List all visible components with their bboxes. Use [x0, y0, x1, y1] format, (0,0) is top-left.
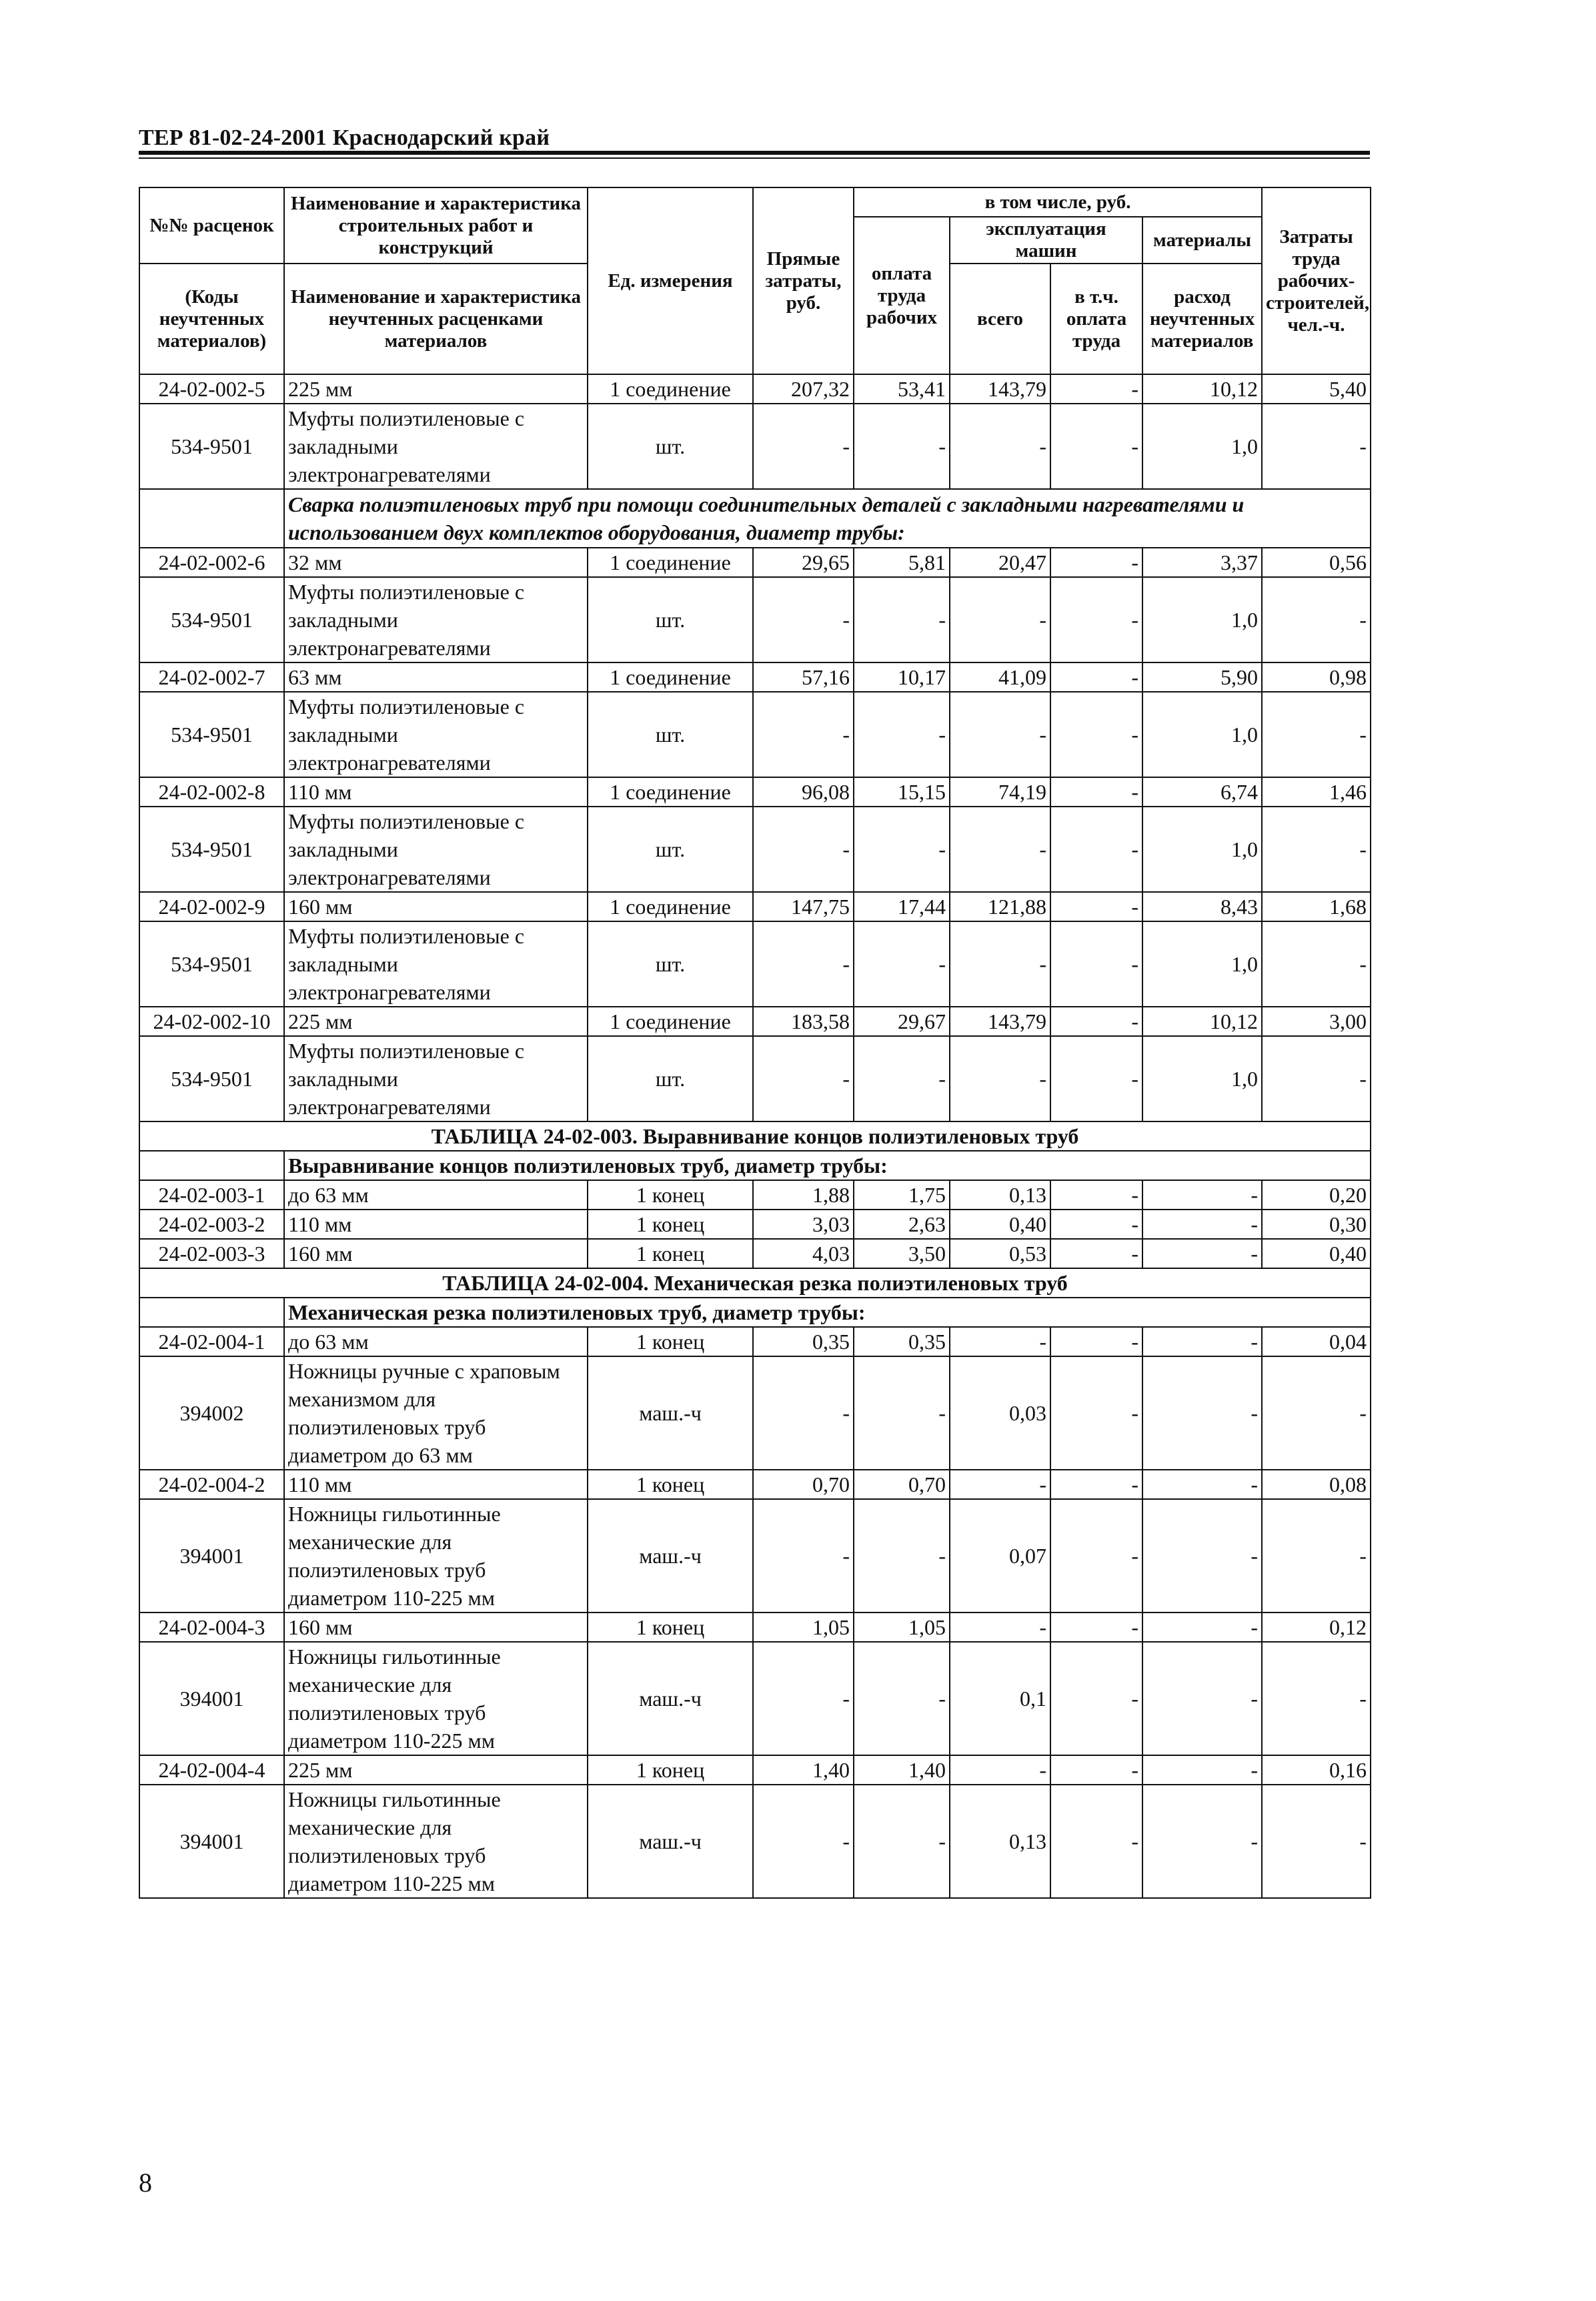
rate-machine-labor: -: [1050, 1210, 1142, 1239]
rate-direct: 0,35: [753, 1327, 854, 1356]
rate-row-short: [139, 1180, 1371, 1210]
material-machine-labor: -: [1050, 577, 1142, 662]
section-subtitle: Выравнивание концов полиэтиленовых труб, диаметр трубы:: [284, 1151, 1371, 1180]
material-labor-pay: -: [854, 404, 950, 489]
material-labor-pay: -: [854, 1499, 950, 1613]
rate-labor-pay: 10,17: [854, 662, 950, 692]
rate-labor: 3,00: [1262, 1007, 1371, 1036]
price-table: [139, 187, 1371, 1899]
rate-machine-labor: -: [1050, 777, 1142, 807]
material-unit: шт.: [588, 404, 753, 489]
rate-row: [139, 374, 1371, 404]
section-subtitle: Сварка полиэтиленовых труб при помощи соединительных деталей с закладными нагревателями и использованием двух комплектов оборудования, диаметр трубы:: [284, 489, 1371, 548]
col-materials-consumption: расход неучтенных материалов: [1142, 264, 1262, 374]
rate-machine-total: -: [950, 1755, 1050, 1785]
material-direct: -: [753, 404, 854, 489]
material-unit: шт.: [588, 807, 753, 892]
material-code: 534-9501: [139, 577, 284, 662]
material-row: [139, 921, 1371, 1007]
rate-machine-labor: -: [1050, 1007, 1142, 1036]
material-labor: -: [1262, 692, 1371, 777]
material-name: Муфты полиэтиленовые с закладными электронагревателями: [284, 921, 588, 1007]
material-labor: -: [1262, 921, 1371, 1007]
material-machine-labor: -: [1050, 1356, 1142, 1470]
rate-materials: -: [1142, 1239, 1262, 1268]
rate-machine-total: -: [950, 1470, 1050, 1499]
col-machine-total: всего: [950, 264, 1050, 374]
material-labor-pay: -: [854, 1642, 950, 1755]
material-labor-pay: -: [854, 577, 950, 662]
rate-name: 225 мм: [284, 1007, 588, 1036]
rate-unit: 1 соединение: [588, 374, 753, 404]
material-direct: -: [753, 692, 854, 777]
rate-machine-total: 74,19: [950, 777, 1050, 807]
material-unit: шт.: [588, 692, 753, 777]
rate-name: 32 мм: [284, 548, 588, 577]
rate-unit: 1 конец: [588, 1755, 753, 1785]
col-name-bottom: Наименование и характеристика неучтенных расценками материалов: [284, 264, 588, 374]
rate-direct: 1,05: [753, 1613, 854, 1642]
rate-code: 24-02-002-7: [139, 662, 284, 692]
rate-machine-labor: -: [1050, 1755, 1142, 1785]
table-title: ТАБЛИЦА 24-02-003. Выравнивание концов полиэтиленовых труб: [139, 1121, 1371, 1151]
rate-machine-labor: -: [1050, 1613, 1142, 1642]
rate-machine-total: 0,53: [950, 1239, 1050, 1268]
empty-code-cell: [139, 1298, 284, 1327]
material-machine-total: -: [950, 807, 1050, 892]
rate-code: 24-02-002-10: [139, 1007, 284, 1036]
rate-machine-total: 20,47: [950, 548, 1050, 577]
col-labor: Затраты труда рабочих-строителей, чел.-ч.: [1262, 187, 1371, 374]
rate-machine-labor: -: [1050, 1180, 1142, 1210]
rate-labor-pay: 29,67: [854, 1007, 950, 1036]
col-code-bottom: (Коды неучтенных материалов): [139, 264, 284, 374]
rate-name: 225 мм: [284, 374, 588, 404]
material-direct: -: [753, 1036, 854, 1121]
rate-labor: 0,04: [1262, 1327, 1371, 1356]
rate-labor-pay: 5,81: [854, 548, 950, 577]
rate-labor-pay: 0,70: [854, 1470, 950, 1499]
rate-machine-labor: -: [1050, 662, 1142, 692]
material-materials: 1,0: [1142, 577, 1262, 662]
rate-labor-pay: 1,05: [854, 1613, 950, 1642]
header-row-1: [139, 187, 1371, 217]
material-machine-labor: -: [1050, 1499, 1142, 1613]
col-unit: Ед. измерения: [588, 187, 753, 374]
col-including: в том числе, руб.: [854, 187, 1262, 217]
rate-labor-pay: 3,50: [854, 1239, 950, 1268]
rate-name: 160 мм: [284, 892, 588, 921]
material-materials: 1,0: [1142, 921, 1262, 1007]
rate-row: [139, 662, 1371, 692]
material-machine-total: 0,07: [950, 1499, 1050, 1613]
material-labor: -: [1262, 807, 1371, 892]
rate-direct: 3,03: [753, 1210, 854, 1239]
material-labor: -: [1262, 577, 1371, 662]
rate-row: [139, 1470, 1371, 1499]
header-rule-thin: [139, 157, 1370, 159]
material-unit: шт.: [588, 577, 753, 662]
rate-code: 24-02-002-8: [139, 777, 284, 807]
material-code: 534-9501: [139, 692, 284, 777]
col-direct: Прямые затраты, руб.: [753, 187, 854, 374]
rate-materials: 10,12: [1142, 1007, 1262, 1036]
rate-direct: 1,88: [753, 1180, 854, 1210]
material-direct: -: [753, 577, 854, 662]
rate-machine-labor: -: [1050, 1470, 1142, 1499]
material-machine-total: -: [950, 1036, 1050, 1121]
rate-labor: 0,20: [1262, 1180, 1371, 1210]
rate-direct: 207,32: [753, 374, 854, 404]
material-materials: 1,0: [1142, 807, 1262, 892]
material-direct: -: [753, 1785, 854, 1898]
material-row: [139, 1356, 1371, 1470]
rate-row: [139, 777, 1371, 807]
col-machine-labor: в т.ч. оплата труда: [1050, 264, 1142, 374]
rate-code: 24-02-004-1: [139, 1327, 284, 1356]
rate-labor: 0,56: [1262, 548, 1371, 577]
material-name: Муфты полиэтиленовые с закладными электронагревателями: [284, 692, 588, 777]
rate-labor: 0,98: [1262, 662, 1371, 692]
rate-labor: 0,12: [1262, 1613, 1371, 1642]
rate-name: 225 мм: [284, 1755, 588, 1785]
rate-machine-total: 0,40: [950, 1210, 1050, 1239]
rate-machine-total: 121,88: [950, 892, 1050, 921]
rate-direct: 4,03: [753, 1239, 854, 1268]
col-materials: материалы: [1142, 217, 1262, 264]
material-name: Муфты полиэтиленовые с закладными электронагревателями: [284, 807, 588, 892]
rate-row: [139, 1755, 1371, 1785]
rate-machine-labor: -: [1050, 374, 1142, 404]
section-subtitle-row: [139, 1151, 1371, 1180]
rate-name: 63 мм: [284, 662, 588, 692]
material-machine-total: -: [950, 921, 1050, 1007]
material-materials: -: [1142, 1356, 1262, 1470]
table-title-row: [139, 1121, 1371, 1151]
rate-unit: 1 соединение: [588, 548, 753, 577]
material-row: [139, 404, 1371, 489]
rate-machine-total: -: [950, 1327, 1050, 1356]
material-machine-total: -: [950, 577, 1050, 662]
material-unit: маш.-ч: [588, 1356, 753, 1470]
material-labor: -: [1262, 404, 1371, 489]
material-materials: -: [1142, 1785, 1262, 1898]
rate-code: 24-02-004-2: [139, 1470, 284, 1499]
rate-labor: 1,68: [1262, 892, 1371, 921]
section-subtitle: Механическая резка полиэтиленовых труб, диаметр трубы:: [284, 1298, 1371, 1327]
material-machine-total: 0,13: [950, 1785, 1050, 1898]
rate-code: 24-02-004-3: [139, 1613, 284, 1642]
rate-machine-total: 143,79: [950, 374, 1050, 404]
material-materials: 1,0: [1142, 404, 1262, 489]
material-code: 534-9501: [139, 921, 284, 1007]
material-machine-labor: -: [1050, 807, 1142, 892]
material-unit: маш.-ч: [588, 1642, 753, 1755]
material-materials: 1,0: [1142, 692, 1262, 777]
material-machine-labor: -: [1050, 692, 1142, 777]
rate-labor-pay: 15,15: [854, 777, 950, 807]
rate-row-short: [139, 1210, 1371, 1239]
rate-direct: 1,40: [753, 1755, 854, 1785]
material-machine-labor: -: [1050, 1036, 1142, 1121]
material-labor: -: [1262, 1785, 1371, 1898]
header-rule: [139, 151, 1370, 155]
rate-code: 24-02-004-4: [139, 1755, 284, 1785]
material-labor-pay: -: [854, 692, 950, 777]
material-row: [139, 692, 1371, 777]
rate-name: 160 мм: [284, 1613, 588, 1642]
rate-unit: 1 конец: [588, 1470, 753, 1499]
table-title-row: [139, 1268, 1371, 1298]
rate-direct: 29,65: [753, 548, 854, 577]
table-title: ТАБЛИЦА 24-02-004. Механическая резка полиэтиленовых труб: [139, 1268, 1371, 1298]
material-materials: 1,0: [1142, 1036, 1262, 1121]
rate-labor: 0,40: [1262, 1239, 1371, 1268]
rate-labor-pay: 1,75: [854, 1180, 950, 1210]
material-labor-pay: -: [854, 1356, 950, 1470]
material-row: [139, 1785, 1371, 1898]
material-materials: -: [1142, 1499, 1262, 1613]
rate-unit: 1 соединение: [588, 892, 753, 921]
rate-unit: 1 соединение: [588, 777, 753, 807]
empty-code-cell: [139, 1151, 284, 1180]
rate-unit: 1 соединение: [588, 1007, 753, 1036]
material-machine-total: -: [950, 404, 1050, 489]
rate-materials: -: [1142, 1210, 1262, 1239]
rate-labor-pay: 17,44: [854, 892, 950, 921]
rate-materials: 8,43: [1142, 892, 1262, 921]
rate-name: до 63 мм: [284, 1180, 588, 1210]
rate-code: 24-02-002-6: [139, 548, 284, 577]
rate-code: 24-02-003-3: [139, 1239, 284, 1268]
material-unit: маш.-ч: [588, 1499, 753, 1613]
rate-row: [139, 1007, 1371, 1036]
rate-row: [139, 548, 1371, 577]
rate-machine-labor: -: [1050, 1239, 1142, 1268]
material-row: [139, 1642, 1371, 1755]
rate-unit: 1 конец: [588, 1327, 753, 1356]
rate-name: до 63 мм: [284, 1327, 588, 1356]
section-subtitle-row: [139, 489, 1371, 548]
material-labor-pay: -: [854, 807, 950, 892]
col-name-top: Наименование и характеристика строительных работ и конструкций: [284, 187, 588, 264]
rate-materials: 5,90: [1142, 662, 1262, 692]
rate-labor: 0,16: [1262, 1755, 1371, 1785]
material-direct: -: [753, 807, 854, 892]
rate-labor-pay: 53,41: [854, 374, 950, 404]
rate-direct: 147,75: [753, 892, 854, 921]
rate-machine-total: 41,09: [950, 662, 1050, 692]
rate-labor: 5,40: [1262, 374, 1371, 404]
material-direct: -: [753, 1499, 854, 1613]
rate-materials: -: [1142, 1755, 1262, 1785]
rate-materials: 10,12: [1142, 374, 1262, 404]
material-labor-pay: -: [854, 921, 950, 1007]
rate-direct: 57,16: [753, 662, 854, 692]
rate-materials: -: [1142, 1613, 1262, 1642]
rate-machine-total: 143,79: [950, 1007, 1050, 1036]
rate-unit: 1 конец: [588, 1210, 753, 1239]
rate-name: 110 мм: [284, 1210, 588, 1239]
material-name: Муфты полиэтиленовые с закладными электронагревателями: [284, 404, 588, 489]
rate-machine-labor: -: [1050, 548, 1142, 577]
rate-machine-total: -: [950, 1613, 1050, 1642]
rate-row: [139, 892, 1371, 921]
rate-name: 110 мм: [284, 777, 588, 807]
material-name: Муфты полиэтиленовые с закладными электронагревателями: [284, 577, 588, 662]
empty-code-cell: [139, 489, 284, 548]
rate-row: [139, 1327, 1371, 1356]
material-labor: -: [1262, 1036, 1371, 1121]
col-machine: эксплуатация машин: [950, 217, 1142, 264]
material-name: Ножницы гильотинные механические для полиэтиленовых труб диаметром 110-225 мм: [284, 1499, 588, 1613]
rate-direct: 0,70: [753, 1470, 854, 1499]
rate-code: 24-02-002-9: [139, 892, 284, 921]
material-machine-total: 0,03: [950, 1356, 1050, 1470]
rate-labor: 0,08: [1262, 1470, 1371, 1499]
rate-unit: 1 соединение: [588, 662, 753, 692]
material-machine-total: -: [950, 692, 1050, 777]
material-unit: маш.-ч: [588, 1785, 753, 1898]
rate-labor-pay: 1,40: [854, 1755, 950, 1785]
page-number: 8: [139, 2168, 152, 2198]
rate-code: 24-02-003-2: [139, 1210, 284, 1239]
material-name: Ножницы гильотинные механические для полиэтиленовых труб диаметром 110-225 мм: [284, 1785, 588, 1898]
rate-labor: 0,30: [1262, 1210, 1371, 1239]
material-code: 394001: [139, 1785, 284, 1898]
material-machine-total: 0,1: [950, 1642, 1050, 1755]
rate-materials: 6,74: [1142, 777, 1262, 807]
material-labor: -: [1262, 1499, 1371, 1613]
material-code: 534-9501: [139, 404, 284, 489]
rate-unit: 1 конец: [588, 1613, 753, 1642]
section-subtitle-row: [139, 1298, 1371, 1327]
material-direct: -: [753, 1356, 854, 1470]
material-direct: -: [753, 1642, 854, 1755]
rate-materials: -: [1142, 1327, 1262, 1356]
material-code: 394001: [139, 1499, 284, 1613]
material-name: Муфты полиэтиленовые с закладными электронагревателями: [284, 1036, 588, 1121]
material-machine-labor: -: [1050, 1642, 1142, 1755]
rate-labor-pay: 0,35: [854, 1327, 950, 1356]
col-code-top: №№ расценок: [139, 187, 284, 264]
rate-row: [139, 1613, 1371, 1642]
material-code: 394002: [139, 1356, 284, 1470]
material-direct: -: [753, 921, 854, 1007]
rate-code: 24-02-003-1: [139, 1180, 284, 1210]
material-labor-pay: -: [854, 1785, 950, 1898]
material-row: [139, 1499, 1371, 1613]
rate-machine-labor: -: [1050, 892, 1142, 921]
material-unit: шт.: [588, 1036, 753, 1121]
material-machine-labor: -: [1050, 921, 1142, 1007]
material-row: [139, 1036, 1371, 1121]
material-code: 534-9501: [139, 807, 284, 892]
material-unit: шт.: [588, 921, 753, 1007]
material-machine-labor: -: [1050, 1785, 1142, 1898]
material-row: [139, 577, 1371, 662]
rate-unit: 1 конец: [588, 1180, 753, 1210]
col-labor-pay: оплата труда рабочих: [854, 217, 950, 374]
document-header: ТЕР 81-02-24-2001 Краснодарский край: [139, 125, 550, 150]
material-code: 534-9501: [139, 1036, 284, 1121]
rate-materials: -: [1142, 1470, 1262, 1499]
rate-name: 110 мм: [284, 1470, 588, 1499]
material-labor: -: [1262, 1356, 1371, 1470]
material-materials: -: [1142, 1642, 1262, 1755]
rate-name: 160 мм: [284, 1239, 588, 1268]
rate-materials: -: [1142, 1180, 1262, 1210]
rate-code: 24-02-002-5: [139, 374, 284, 404]
rate-direct: 96,08: [753, 777, 854, 807]
rate-row-short: [139, 1239, 1371, 1268]
rate-labor-pay: 2,63: [854, 1210, 950, 1239]
rate-direct: 183,58: [753, 1007, 854, 1036]
rate-unit: 1 конец: [588, 1239, 753, 1268]
rate-machine-total: 0,13: [950, 1180, 1050, 1210]
rate-machine-labor: -: [1050, 1327, 1142, 1356]
material-name: Ножницы гильотинные механические для полиэтиленовых труб диаметром 110-225 мм: [284, 1642, 588, 1755]
material-name: Ножницы ручные с храповым механизмом для полиэтиленовых труб диаметром до 63 мм: [284, 1356, 588, 1470]
material-row: [139, 807, 1371, 892]
material-labor: -: [1262, 1642, 1371, 1755]
material-code: 394001: [139, 1642, 284, 1755]
rate-labor: 1,46: [1262, 777, 1371, 807]
material-machine-labor: -: [1050, 404, 1142, 489]
rate-materials: 3,37: [1142, 548, 1262, 577]
material-labor-pay: -: [854, 1036, 950, 1121]
